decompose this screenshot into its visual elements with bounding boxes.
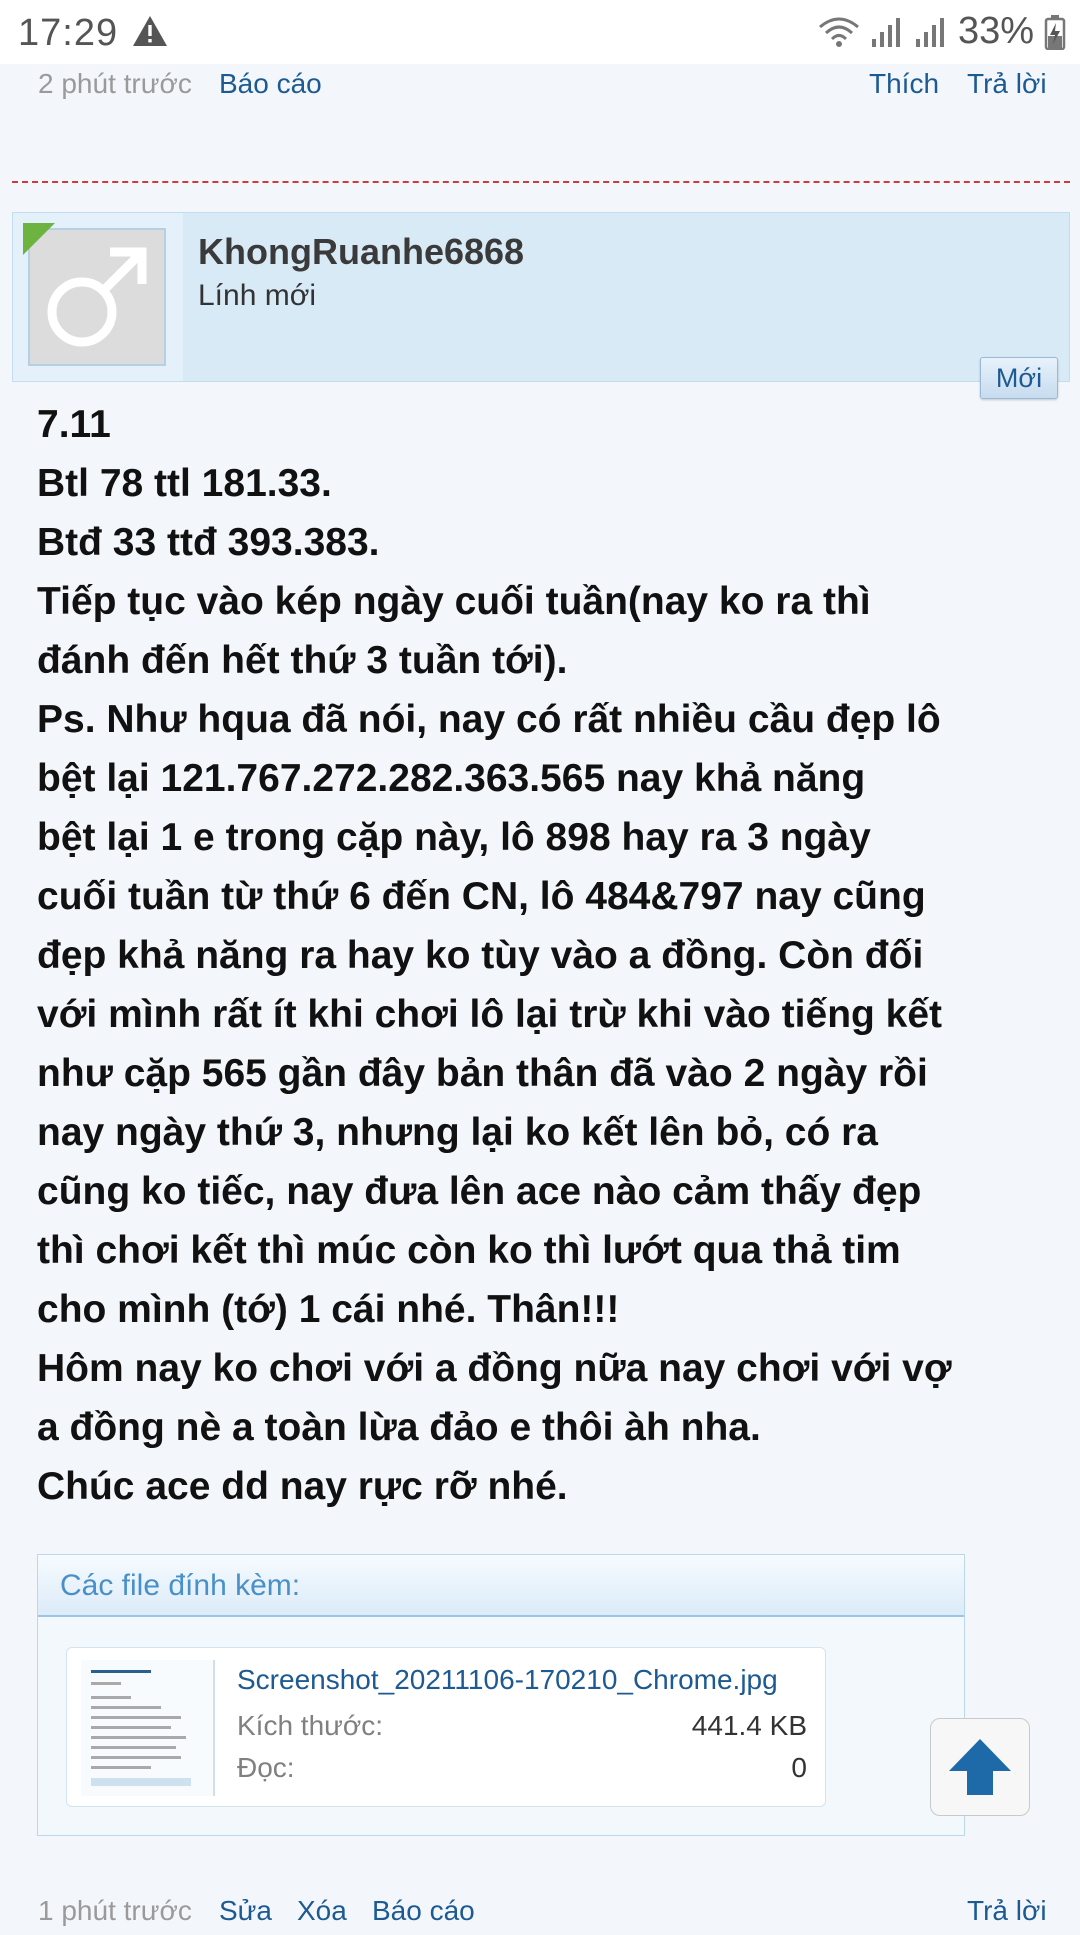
thumb-line	[91, 1716, 181, 1719]
thumb-line	[91, 1726, 171, 1729]
message-line: đẹp khả năng ra hay ko tùy vào a đồng. Còn đối	[37, 934, 924, 977]
edit-link[interactable]: Sửa	[219, 1895, 272, 1926]
attachment-views-row	[237, 1752, 807, 1784]
message-line: cho mình (tớ) 1 cái nhé. Thân!!!	[37, 1288, 620, 1331]
arrow-up-icon	[931, 1719, 1029, 1815]
warning-triangle-icon	[132, 14, 168, 48]
message-line: 7.11	[37, 403, 111, 446]
new-badge: Mới	[980, 357, 1058, 399]
like-link[interactable]: Thích	[869, 68, 940, 99]
attachment-item[interactable]	[66, 1647, 826, 1807]
signal-icon	[870, 15, 904, 49]
message-line: bệt lại 1 e trong cặp này, lô 898 hay ra 3 ngày	[37, 816, 871, 859]
message-line: với mình rất ít khi chơi lô lại trừ khi vào tiếng kết	[37, 993, 943, 1036]
reply-link[interactable]: Trả lời	[967, 1895, 1047, 1926]
views-value: 0	[791, 1752, 807, 1783]
status-time: 17:29	[18, 12, 119, 54]
thumb-line	[91, 1756, 181, 1759]
reply-link[interactable]: Trả lời	[967, 68, 1047, 99]
message-line: Chúc ace dd nay rực rỡ nhé.	[37, 1465, 568, 1508]
battery-charging-icon	[1044, 14, 1066, 50]
thumb-line	[91, 1746, 176, 1749]
message-line: đánh đến hết thứ 3 tuần tới).	[37, 639, 568, 682]
message-line: nay ngày thứ 3, nhưng lại ko kết lên bỏ, có ra	[37, 1111, 878, 1154]
wifi-icon	[818, 15, 860, 49]
username[interactable]: KhongRuanhe6868	[198, 231, 525, 272]
user-rank: Lính mới	[198, 279, 317, 312]
attachments-header: Các file đính kèm:	[38, 1555, 964, 1617]
thumb-line	[91, 1778, 191, 1786]
post-time: 2 phút trước	[38, 68, 192, 99]
message-line: như cặp 565 gần đây bản thân đã vào 2 ngày rồi	[37, 1052, 928, 1095]
thumb-line	[91, 1696, 131, 1699]
message-line: Ps. Như hqua đã nói, nay có rất nhiều cầu đẹp lô	[37, 698, 941, 741]
attachments-panel	[37, 1554, 965, 1836]
attachment-filename[interactable]: Screenshot_20211106-170210_Chrome.jpg	[237, 1664, 778, 1695]
message-line: Tiếp tục vào kép ngày cuối tuần(nay ko ra thì	[37, 580, 871, 623]
battery-percent: 33%	[957, 10, 1034, 52]
signal-icon	[914, 15, 948, 49]
thumb-line	[91, 1736, 186, 1739]
avatar-container	[13, 213, 183, 381]
online-indicator	[23, 223, 55, 255]
post-message	[37, 395, 1037, 1516]
message-line: cũng ko tiếc, nay đưa lên ace nào cảm thấy đẹp	[37, 1170, 922, 1213]
report-link[interactable]: Báo cáo	[372, 1895, 475, 1926]
thumb-line	[91, 1766, 151, 1769]
scroll-top-button[interactable]	[930, 1718, 1030, 1816]
size-value: 441.4 KB	[691, 1710, 807, 1741]
thumb-line	[91, 1670, 151, 1673]
message-line: thì chơi kết thì múc còn ko thì lướt qua thả tim	[37, 1229, 901, 1272]
thumb-line	[91, 1706, 161, 1709]
size-label: Kích thước:	[237, 1710, 384, 1741]
report-link[interactable]: Báo cáo	[219, 68, 322, 99]
post-divider	[12, 181, 1070, 183]
post-header	[12, 212, 1070, 382]
message-line: cuối tuần từ thứ 6 đến CN, lô 484&797 nay cũng	[37, 875, 926, 918]
attachment-thumbnail[interactable]	[81, 1660, 215, 1796]
status-right	[818, 10, 1066, 53]
message-line: Btl 78 ttl 181.33.	[37, 462, 332, 505]
delete-link[interactable]: Xóa	[297, 1895, 347, 1926]
attachment-size-row	[237, 1710, 807, 1742]
thumb-line	[91, 1682, 121, 1685]
post-footer	[0, 1895, 1080, 1935]
message-line: a đồng nè a toàn lừa đảo e thôi àh nha.	[37, 1406, 761, 1449]
message-line: bệt lại 121.767.272.282.363.565 nay khả năng	[37, 757, 866, 800]
post-time: 1 phút trước	[38, 1895, 192, 1926]
message-line: Hôm nay ko chơi với a đồng nữa nay chơi với vợ	[37, 1347, 952, 1390]
status-bar	[0, 0, 1080, 64]
message-line: Btđ 33 ttđ 393.383.	[37, 521, 380, 564]
views-label: Đọc:	[237, 1752, 295, 1783]
previous-post-meta	[0, 64, 1080, 104]
